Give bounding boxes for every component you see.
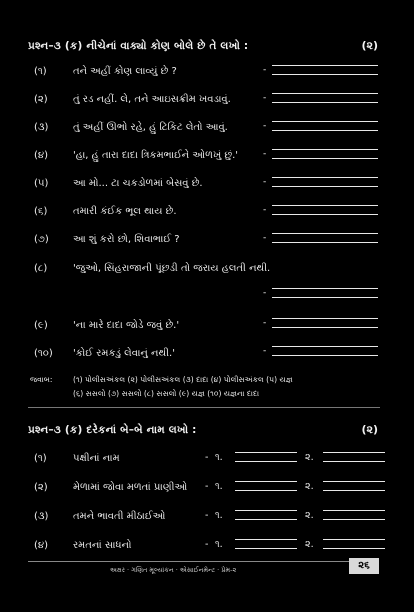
question-number: (૨)	[34, 482, 48, 493]
blank-number: ૧.	[215, 452, 223, 463]
question-number: (૩)	[34, 511, 49, 522]
question-number: (૪)	[34, 150, 49, 161]
answer-pair[interactable]: - ૧. ૨.	[205, 452, 385, 468]
answer-blank[interactable]: -	[268, 346, 378, 356]
question-number: (૨)	[34, 94, 48, 105]
question-text: આ શું કરો છો, શિવાભાઈ ?	[73, 234, 180, 245]
answer-blank[interactable]: -	[268, 93, 378, 103]
section-divider	[28, 407, 380, 408]
section2-title: પ્રશ્ન–૩ (ક) દરેકનાં બે–બે નામ લખો :	[28, 424, 197, 436]
question-number: (૧)	[34, 66, 47, 77]
question-text: તમારી કંઈક ભૂલ થાય છે.	[73, 206, 177, 217]
answer-blank[interactable]: -	[268, 65, 378, 75]
question-text: પક્ષીનાં નામ	[73, 453, 120, 464]
question-number: (૭)	[34, 234, 49, 245]
question-number: (૪)	[34, 540, 49, 551]
answer-blank[interactable]: -	[268, 288, 378, 298]
question-text: તું રડ નહીં. લે, તને આઇસક્રીમ ખવડાવું.	[73, 94, 231, 105]
blank-number: ૧.	[215, 481, 223, 492]
answer-blank[interactable]: -	[268, 318, 378, 328]
question-text: રમતનાં સાધનો	[73, 540, 132, 551]
question-text: મેળામાં જોવા મળતાં પ્રાણીઓ	[73, 482, 188, 493]
question-number: (૬)	[34, 206, 48, 217]
question-text: 'કોઈ રમકડું લેવાનું નથી.'	[73, 348, 175, 359]
blank-number: ૧.	[215, 510, 223, 521]
section1-marks: (૨)	[361, 39, 378, 52]
section2-marks: (૨)	[361, 423, 378, 436]
footer-text: અક્ષર · ગણિત મૂલ્યાંકન · એસાઈનમેન્ટ · પ્રેમ-૨	[110, 566, 237, 574]
question-number: (૧)	[34, 453, 47, 464]
question-number: (૫)	[34, 178, 49, 189]
section1-title: પ્રશ્ન–૩ (ક) નીચેનાં વાક્યો કોણ બોલે છે તે લખો :	[28, 40, 249, 52]
blank-number: ૨.	[305, 539, 314, 550]
question-number: (૩)	[34, 122, 49, 133]
answer-key-label: જવાબ:	[30, 375, 53, 384]
footer-divider	[28, 561, 368, 562]
question-text: 'હા, હું તારા દાદા ત્રિકમભાઈને ઓળખું છું.'	[73, 150, 238, 161]
blank-number: ૨.	[305, 452, 314, 463]
question-text: 'ના મારે દાદા જોડે જવું છે.'	[73, 320, 180, 331]
question-number: (૮)	[34, 263, 48, 274]
question-number: (૧૦)	[34, 348, 53, 359]
answer-key-line: (૬) સસલો (૭) સસલો (૮) સસલો (૯) યજ્ઞ (૧૦) યજ્ઞના દાદા	[73, 389, 260, 398]
blank-number: ૧.	[215, 539, 223, 550]
answer-blank[interactable]: -	[268, 233, 378, 243]
answer-blank[interactable]: -	[268, 121, 378, 131]
answer-blank[interactable]: -	[268, 149, 378, 159]
page-number-badge: ૨૬	[349, 558, 379, 574]
question-text: તને અહીં કોણ લાવ્યું છે ?	[73, 66, 177, 77]
answer-pair[interactable]: - ૧. ૨.	[205, 481, 385, 497]
question-text: તું અહીં ઊભો રહે, હું ટિકિટ લેતો આવું.	[73, 122, 228, 133]
blank-number: ૨.	[305, 481, 314, 492]
question-text: તમને ભાવતી મીઠાઈઓ	[73, 511, 166, 522]
question-text: 'જુઓ, સિંહરાજાની પૂંછડી તો જરાય હલતી નથી.	[73, 263, 271, 274]
answer-blank[interactable]: -	[268, 205, 378, 215]
question-number: (૯)	[34, 320, 48, 331]
blank-number: ૨.	[305, 510, 314, 521]
answer-key-line: (૧) પોલીસઅંકલ (૨) પોલીસઅંકલ (૩) દાદા (૪) પોલીસઅંકલ (૫) યજ્ઞ	[73, 375, 293, 384]
answer-pair[interactable]: - ૧. ૨.	[205, 539, 385, 555]
question-text: આ મો... ટા ચકડોળમાં બેસવું છે.	[73, 178, 203, 189]
answer-blank[interactable]: -	[268, 177, 378, 187]
answer-pair[interactable]: - ૧. ૨.	[205, 510, 385, 526]
